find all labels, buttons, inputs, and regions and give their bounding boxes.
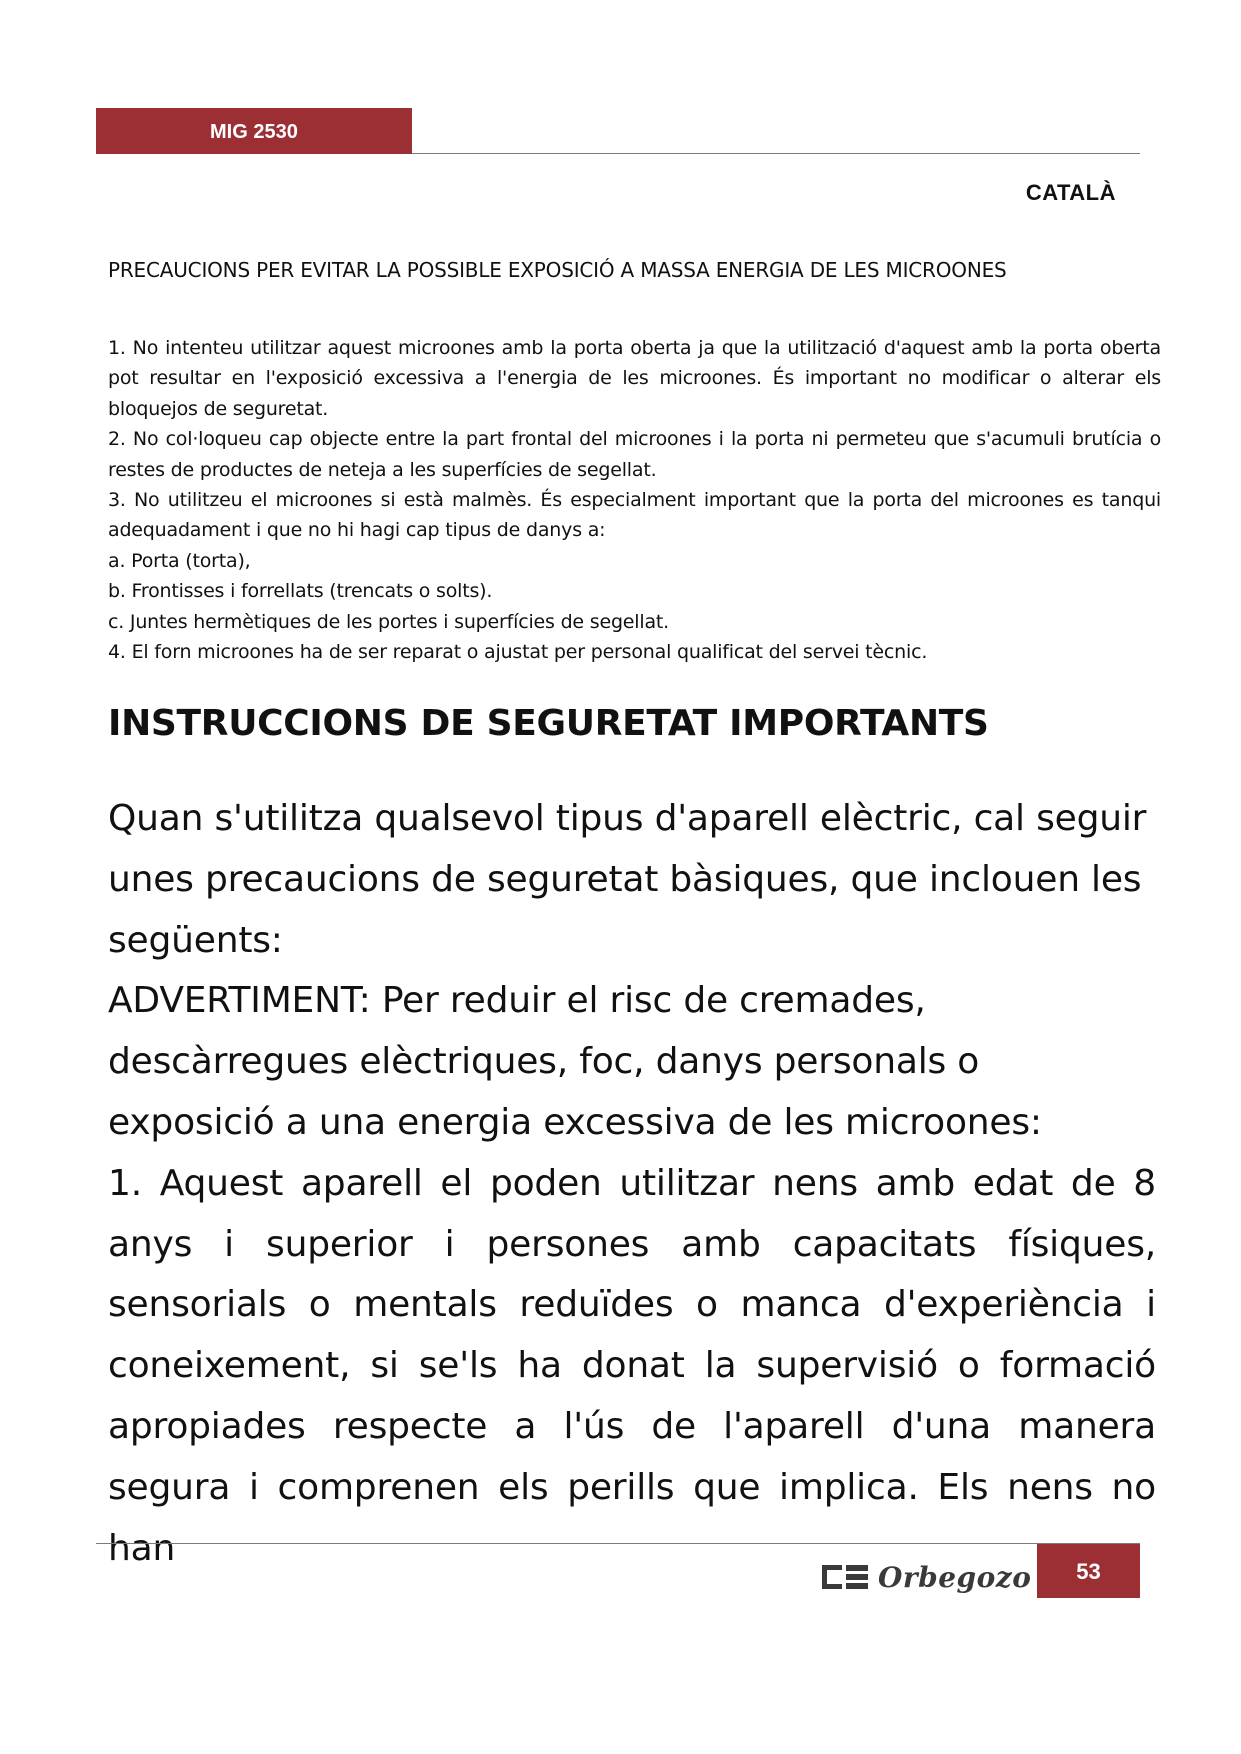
- brand-name: Orbegozo: [878, 1560, 1032, 1594]
- precaution-subitem: c. Juntes hermètiques de les portes i superfícies de segellat.: [108, 610, 669, 633]
- safety-heading: INSTRUCCIONS DE SEGURETAT IMPORTANTS: [108, 703, 989, 744]
- precaution-item: 2. No col·loqueu cap objecte entre la part frontal del microones i la porta ni permeteu que s'acumuli brutícia o restes de productes de neteja a les superfícies de segellat.: [108, 428, 1161, 481]
- safety-warning: ADVERTIMENT: Per reduir el risc de cremades, descàrregues elèctriques, foc, danys personals o exposició a una energia excessiva de les microones:: [108, 980, 1042, 1143]
- precaution-item: 1. No intenteu utilitzar aquest microones amb la porta oberta ja que la utilització d'aquest amb la porta oberta pot resultar en l'exposició excessiva a l'energia de les microones. És important no modificar o alterar els bloquejos de seguretat.: [108, 337, 1161, 420]
- safety-intro: Quan s'utilitza qualsevol tipus d'aparell elèctric, cal seguir unes precaucions de seguretat bàsiques, que inclouen les següents:: [108, 798, 1147, 961]
- precaution-subitem: a. Porta (torta),: [108, 549, 251, 572]
- page-number: 53: [1037, 1544, 1140, 1598]
- header-divider: [412, 153, 1140, 154]
- safety-body: [108, 789, 1156, 1579]
- safety-item-1: 1. Aquest aparell el poden utilitzar nens amb edat de 8 anys i superior i persones amb capacitats físiques, sensorials o mentals reduïdes o manca d'experiència i coneixement, si se'ls ha donat la supervisió o formació apropiades respecte a l'ús de l'aparell d'una manera segura i comprenen els perills que implica. Els nens no han: [108, 1162, 1156, 1569]
- model-name: MIG 2530: [210, 121, 298, 143]
- language-label: CATALÀ: [1025, 180, 1116, 205]
- precautions-list: [108, 333, 1161, 667]
- precaution-subitem: b. Frontisses i forrellats (trencats o solts).: [108, 580, 493, 603]
- brand-logo: [822, 1557, 1031, 1597]
- header-model-tab: [96, 108, 412, 154]
- footer-divider: [96, 1543, 1140, 1544]
- precautions-title: PRECAUCIONS PER EVITAR LA POSSIBLE EXPOSICIÓ A MASSA ENERGIA DE LES MICROONES: [108, 258, 1007, 282]
- precaution-item: 3. No utilitzeu el microones si està malmès. És especialment important que la porta del microones es tanqui adequadament i que no hi hagi cap tipus de danys a:: [108, 489, 1161, 542]
- orbegozo-logo-icon: [822, 1564, 868, 1590]
- precaution-item: 4. El forn microones ha de ser reparat o ajustat per personal qualificat del servei tècnic.: [108, 641, 928, 664]
